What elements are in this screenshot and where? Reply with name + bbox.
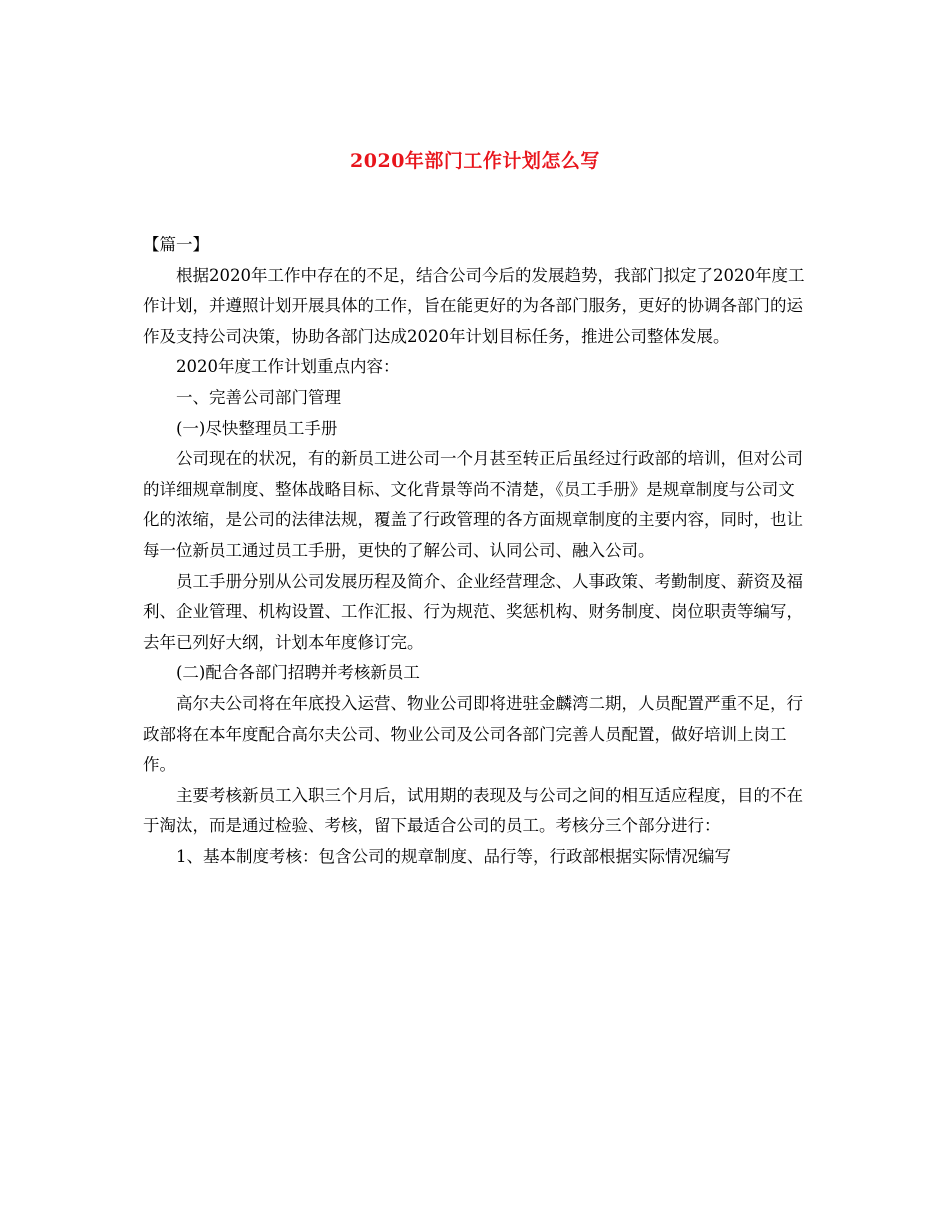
paragraph: 1、基本制度考核：包含公司的规章制度、品行等，行政部根据实际情况编写: [176, 846, 731, 866]
document-body: [143, 230, 810, 872]
paragraph: (一)尽快整理员工手册: [176, 418, 338, 438]
paragraph: 一、完善公司部门管理: [176, 387, 341, 407]
paragraph: 主要考核新员工入职三个月后，试用期的表现及与公司之间的相互适应程度，目的不在于淘汰，而是通过检验、考核，留下最适合公司的员工。考核分三个部分进行：: [143, 785, 803, 836]
paragraph: 公司现在的状况，有的新员工进公司一个月甚至转正后虽经过行政部的培训，但对公司的详细规章制度、整体战略目标、文化背景等尚不清楚，《员工手册》是规章制度与公司文化的浓缩，是公司的法律法规，覆盖了行政管理的各方面规章制度的主要内容，同时，也让每一位新员工通过员工手册，更快的了解公司、认同公司、融入公司。: [143, 449, 803, 560]
paragraph: (二)配合各部门招聘并考核新员工: [176, 663, 420, 683]
document-title: 2020年部门工作计划怎么写: [350, 150, 600, 172]
paragraph: 2020年度工作计划重点内容：: [176, 357, 400, 377]
section-label: 【篇一】: [143, 235, 209, 254]
paragraph: 员工手册分别从公司发展历程及简介、企业经营理念、人事政策、考勤制度、薪资及福利、企业管理、机构设置、工作汇报、行为规范、奖惩机构、财务制度、岗位职责等编写，去年已列好大纲，计划本年度修订完。: [143, 571, 803, 652]
paragraph: 根据2020年工作中存在的不足，结合公司今后的发展趋势，我部门拟定了2020年度工作计划，并遵照计划开展具体的工作，旨在能更好的为各部门服务，更好的协调各部门的运作及支持公司决策，协助各部门达成2020年计划目标任务，推进公司整体发展。: [143, 265, 805, 346]
paragraph: 高尔夫公司将在年底投入运营、物业公司即将进驻金麟湾二期，人员配置严重不足，行政部将在本年度配合高尔夫公司、物业公司及公司各部门完善人员配置，做好培训上岗工作。: [143, 693, 803, 775]
